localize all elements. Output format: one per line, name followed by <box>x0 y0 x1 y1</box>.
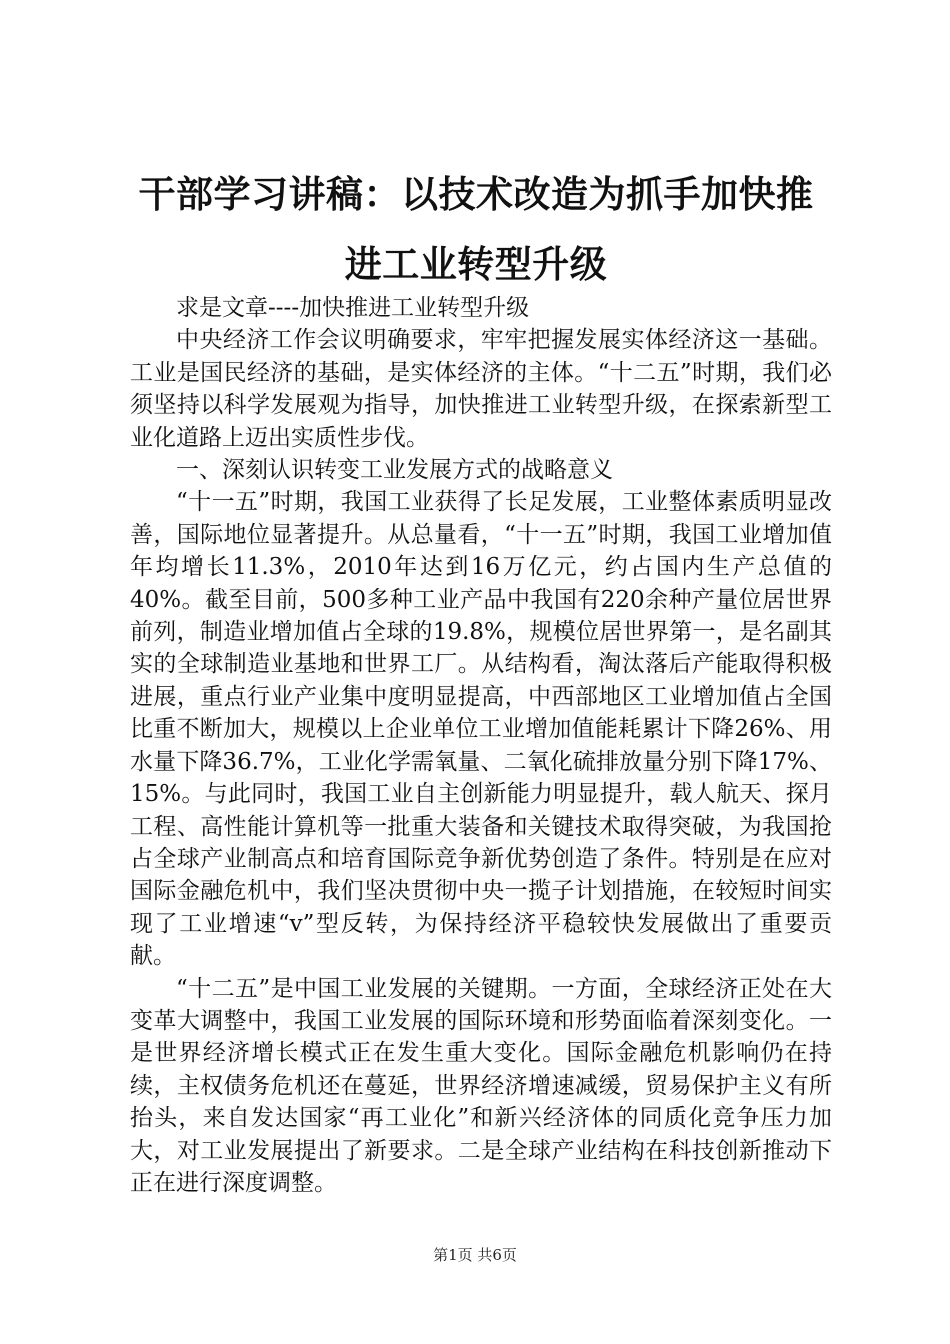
document-body <box>130 292 832 1199</box>
paragraph-eleventh-five-year: “十一五”时期，我国工业获得了长足发展，工业整体素质明显改善，国际地位显著提升。从总量看，“十一五”时期，我国工业增加值年均增长11.3%，2010年达到16万亿元，约占国内生产总值的40%。截至目前，500多种工业产品中我国有220余种产量位居世界前列，制造业增加值占全球的19.8%，规模位居世界第一，是名副其实的全球制造业基地和世界工厂。从结构看，淘汰落后产能取得积极进展，重点行业产业集中度明显提高，中西部地区工业增加值占全国比重不断加大，规模以上企业单位工业增加值能耗累计下降26%、用水量下降36.7%，工业化学需氧量、二氧化硫排放量分别下降17%、15%。与此同时，我国工业自主创新能力明显提升，载人航天、探月工程、高性能计算机等一批重大装备和关键技术取得突破，为我国抢占全球产业制高点和培育国际竞争新优势创造了条件。特别是在应对国际金融危机中，我们坚决贯彻中央一揽子计划措施，在较短时间实现了工业增速“v”型反转，为保持经济平稳较快发展做出了重要贡献。 <box>130 489 832 970</box>
document-title: 干部学习讲稿：以技术改造为抓手加快推进工业转型升级 <box>138 173 814 286</box>
page-number-footer: 第1页 共6页 <box>433 1246 517 1264</box>
paragraph-intro: 中央经济工作会议明确要求，牢牢把握发展实体经济这一基础。工业是国民经济的基础，是实体经济的主体。“十二五”时期，我们必须坚持以科学发展观为指导，加快推进工业转型升级，在探索新型工业化道路上迈出实质性步伐。 <box>130 327 832 451</box>
paragraph-source: 求是文章----加快推进工业转型升级 <box>176 295 530 321</box>
paragraph-twelfth-five-year: “十二五”是中国工业发展的关键期。一方面，全球经济正处在大变革大调整中，我国工业发展的国际环境和形势面临着深刻变化。一是世界经济增长模式正在发生重大变化。国际金融危机影响仍在持续，主权债务危机还在蔓延，世界经济增速减缓，贸易保护主义有所抬头，来自发达国家“再工业化”和新兴经济体的同质化竞争压力加大，对工业发展提出了新要求。二是全球产业结构在科技创新推动下正在进行深度调整。 <box>130 975 832 1196</box>
section-heading: 一、深刻认识转变工业发展方式的战略意义 <box>176 457 613 484</box>
